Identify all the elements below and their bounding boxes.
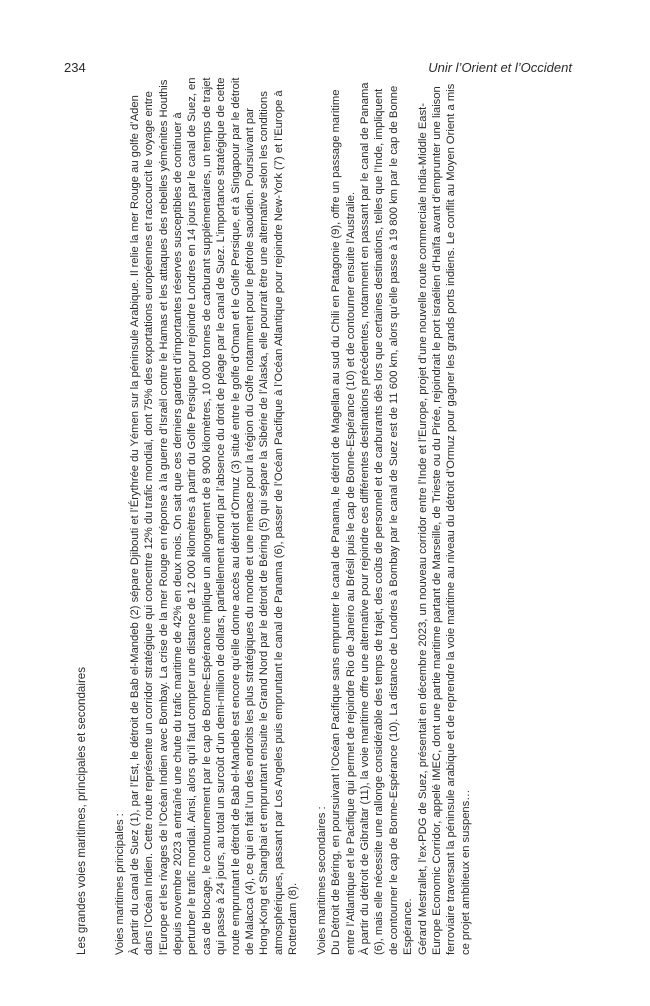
- secondary-heading: Voies maritimes secondaires :: [315, 806, 328, 955]
- section-title: Les grandes voies maritimes, principales et secondaires: [75, 666, 88, 955]
- secondary-paragraph: Du Détroit de Béring, en poursuivant l’Océan Pacifique sans emprunter le canal de Panama, le détroit de Magellan au sud du Chili en Patagonie (9), offre un passage maritime entre l’Atlantique et le Pacifique qui permet de rejoindre Rio de Janeiro au Brésil puis le cap de Bonne-Espérance (10) et de contourner ensuite l’Australie.: [330, 89, 357, 955]
- principal-paragraph: À partir du canal de Suez (1), par l’Est, le détroit de Bab el-Mandeb (2) sépare Djibouti et l’Érythrée du Yémen sur la péninsule Arabique. Il relie la mer Rouge au golfe d’Aden dans l’Océan Indien. Cette route représente un corridor stratégique qui concentre 12% du trafic mondial, dont 75% des exportations européennes et raccourcit le voyage entre l’Europe et les rivages de l’Océan Indien avec Bombay. La crise de la mer Rouge en réponse à la guerre d’Israël contre le Hamas et les attaques des rebelles yéménites Houthis depuis novembre 2023 a entraîné une chute du trafic maritime de 42% en deux mois. On sait que ces derniers gardent d’importantes réserves susceptibles de continuer à perturber le trafic mondial. Ainsi, alors qu’il faut compter une distance de 12 000 kilomètres à partir du Golfe Persique pour rejoindre Londres en 14 jours par le canal de Suez, en cas de blocage, le contournement par le cap de Bonne-Espérance implique un allongement de 8 900 kilomètres, 10 000 tonnes de carburant supplémentaires, un temps de trajet qui passe à 24 jours, au total un surcoût d’un demi-million de dollars, partiellement amorti par l’absence du droit de péage par le canal de Suez. L’importance stratégique de cette route empruntant le détroit de Bab el-Mandeb est encore qu’elle donne accès au détroit d’Ormuz (3) situé entre le golfe d’Oman et le Golfe Persique, et à Singapour par le détroit de Malacca (4), ce qui en fait l’un des endroits les plus stratégiques du monde et une menace pour la région du Golfe notamment pour le pétrole saoudien. Poursuivant par Hong-Kong et Shanghai et empruntant ensuite le Grand Nord par le détroit de Béring (5) qui sépare la Sibérie de l’Alaska, elle pourrait être une alternative selon les conditions atmosphériques, passant par Los Angeles puis empruntant le canal de Panama (6), passer de l’Océan Pacifique à l’Océan Atlantique pour rejoindre New-York (7) et l’Europe à Rotterdam (8).: [128, 77, 300, 955]
- secondary-paragraph: Gérard Mestrallet, l’ex-PDG de Suez, présentait en décembre 2023, un nouveau corridor entre l’Inde et l’Europe, projet d’une nouvelle route commerciale India-Middle East-Europe Economic Corridor, appelé IMEC, dont une partie maritime partant de Marseille, de Trieste ou du Pirée, rejoindrait le port israélien d’Haïfa avant d’emprunter une liaison ferroviaire traversant la péninsule arabique et de reprendre la voie maritime au niveau du détroit d’Ormuz pour gagner les grands ports indiens. Le conflit au Moyen Orient a mis ce projet ambitieux en suspens…: [416, 83, 472, 955]
- page-number: 234: [64, 60, 86, 75]
- running-title: Unir l’Orient et l’Occident: [428, 60, 572, 75]
- principal-heading: Voies maritimes principales :: [114, 813, 127, 955]
- rotated-text-block: [75, 75, 580, 955]
- secondary-paragraph: À partir du détroit de Gibraltar (11), la voie maritime offre une alternative pour rejoindre ces différentes destinations précédentes, notamment en passant par le canal de Panama (6), mais elle nécessite une rallonge considérable des temps de trajet, des coûts de personnel et de carburants dès lors que certaines destinations, telles que l’Inde, impliquent de contourner le cap de Bonne-Espérance (10). La distance de Londres à Bombay par le canal de Suez est de 11 600 km, alors qu’elle passe à 19 800 km par le cap de Bonne Espérance.: [358, 82, 415, 955]
